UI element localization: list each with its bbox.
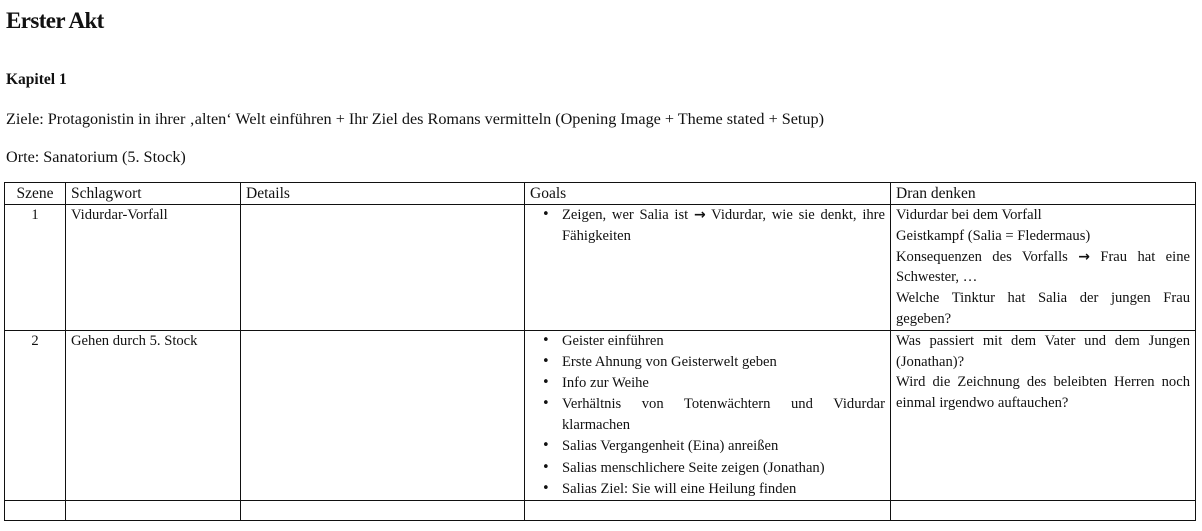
goal-item: • Info zur Weihe: [530, 373, 885, 394]
document-title: Erster Akt: [6, 8, 104, 33]
header-details: Details: [241, 183, 525, 205]
note-item: Geistkampf (Salia = Fledermaus): [896, 227, 1091, 244]
goal-item: • Salias Vergangenheit (Eina) anreißen: [530, 436, 885, 457]
note-text: Frau hat eine Schwester, …: [896, 248, 1190, 286]
scene-keyword: [66, 500, 241, 520]
table-row: [5, 330, 1196, 500]
arrow-right-icon: →: [693, 207, 706, 223]
table-row: [5, 205, 1196, 331]
goal-text: Vidurdar, wie sie denkt, ihre Fähigkeiten: [562, 207, 886, 244]
goal-item: • Salias Ziel: Sie will eine Heilung finden: [530, 479, 885, 500]
scene-number: 2: [5, 330, 66, 500]
scene-details: [241, 330, 525, 500]
table-row: [5, 500, 1196, 520]
goal-item: • Verhältnis von Totenwächtern und Vidurdar klarmachen: [530, 394, 885, 436]
note-item: Was passiert mit dem Vater und dem Jungen (Jonathan)?: [896, 332, 1190, 370]
note-item: Wird die Zeichnung des beleibten Herren noch einmal irgendwo auftauchen?: [896, 374, 1190, 412]
note-item: [896, 247, 1190, 289]
goal-item: • Geister einführen: [530, 331, 885, 352]
scene-keyword: Vidurdar-Vorfall: [66, 205, 241, 331]
chapter-goals-line: Ziele: Protagonistin in ihrer ‚alten‘ Welt einführen + Ihr Ziel des Romans vermitteln (Opening Image + Theme stated + Setup): [6, 110, 825, 128]
goal-item: • Salias menschlichere Seite zeigen (Jonathan): [530, 458, 885, 479]
goal-item: • Erste Ahnung von Geisterwelt geben: [530, 352, 885, 373]
chapter-places-line: Orte: Sanatorium (5. Stock): [6, 148, 186, 166]
chapter-heading: Kapitel 1: [6, 71, 67, 88]
header-notes: Dran denken: [891, 183, 1196, 205]
scene-goals-cell: [525, 500, 891, 520]
note-item: Vidurdar bei dem Vorfall: [896, 207, 1042, 223]
goals-list: [530, 205, 885, 247]
goal-item: [530, 205, 885, 247]
note-text: Konsequenzen des Vorfalls: [896, 248, 1079, 265]
scene-number: 1: [5, 205, 66, 331]
scene-notes-cell: [891, 330, 1196, 500]
scene-details: [241, 205, 525, 331]
scene-details: [241, 500, 525, 520]
header-keyword: Schlagwort: [66, 183, 241, 205]
header-goals: Goals: [525, 183, 891, 205]
arrow-right-icon: →: [1078, 248, 1090, 265]
scene-notes-cell: [891, 205, 1196, 331]
scene-number: [5, 500, 66, 520]
scene-goals-cell: [525, 330, 891, 500]
scene-goals-cell: [525, 205, 891, 331]
note-item: Welche Tinktur hat Salia der jungen Frau gegeben?: [896, 290, 1190, 327]
table-header-row: [5, 183, 1196, 205]
goal-text: Zeigen, wer Salia ist: [562, 207, 694, 223]
scene-table: [4, 182, 1196, 521]
scene-keyword: Gehen durch 5. Stock: [66, 330, 241, 500]
goals-list: [530, 331, 885, 500]
scene-notes-cell: [891, 500, 1196, 520]
header-scene: Szene: [5, 183, 66, 205]
